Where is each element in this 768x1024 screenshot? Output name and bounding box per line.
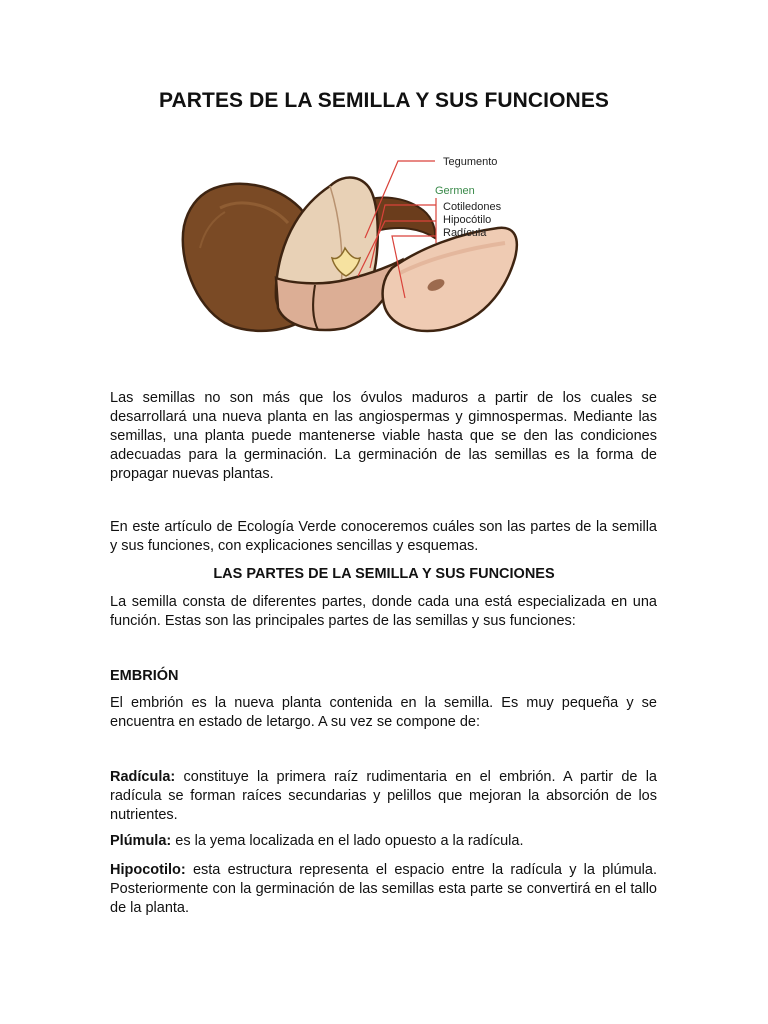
intro-paragraph-1: Las semillas no son más que los óvulos maduros a partir de los cuales se desarrollará una nueva planta en las angiospermas y gimnospermas. Mediante las semillas, una planta puede mantenerse viable hasta que se den las condiciones adecuadas para la germinación. La germinación de las semillas es la forma de propagar nuevas plantas. bbox=[110, 390, 657, 482]
label-cotiledones: Cotiledones bbox=[443, 201, 502, 213]
term-plumula: Plúmula: bbox=[110, 833, 172, 849]
label-tegumento: Tegumento bbox=[443, 156, 498, 168]
list-item-hipocotilo bbox=[110, 861, 657, 918]
intro-paragraph-2: En este artículo de Ecología Verde conoceremos cuáles son las partes de la semilla y sus funciones, con explicaciones sencillas y esquemas. bbox=[110, 519, 657, 554]
list-item-radicula bbox=[110, 768, 657, 825]
seed-diagram bbox=[180, 148, 525, 338]
page-title: PARTES DE LA SEMILLA Y SUS FUNCIONES bbox=[158, 89, 610, 112]
section-title: LAS PARTES DE LA SEMILLA Y SUS FUNCIONES bbox=[213, 566, 555, 582]
embrion-paragraph: El embrión es la nueva planta contenida en la semilla. Es muy pequeña y se encuentra en estado de letargo. A su vez se compone de: bbox=[110, 695, 657, 730]
embrion-heading: EMBRIÓN bbox=[110, 668, 179, 684]
label-hipocotilo: Hipocótilo bbox=[443, 214, 492, 226]
list-item-plumula bbox=[110, 832, 657, 851]
label-germen: Germen bbox=[435, 185, 475, 197]
term-hipocotilo: Hipocotilo: bbox=[110, 862, 186, 878]
label-radicula: Radícula bbox=[443, 227, 487, 239]
section-intro-paragraph: La semilla consta de diferentes partes, donde cada una está especializada en una función. Estas son las principales partes de las semillas y sus funciones: bbox=[110, 594, 657, 629]
text-hipocotilo: esta estructura representa el espacio entre la radícula y la plúmula. Posteriormente con la germinación de las semillas esta parte se convertirá en el tallo de la planta. bbox=[110, 862, 657, 916]
text-plumula: es la yema localizada en el lado opuesto a la radícula. bbox=[171, 833, 524, 849]
term-radicula: Radícula: bbox=[110, 769, 176, 785]
text-radicula: constituye la primera raíz rudimentaria en el embrión. A partir de la radícula se forman raíces secundarias y pelillos que mejoran la absorción de los nutrientes. bbox=[110, 769, 657, 823]
